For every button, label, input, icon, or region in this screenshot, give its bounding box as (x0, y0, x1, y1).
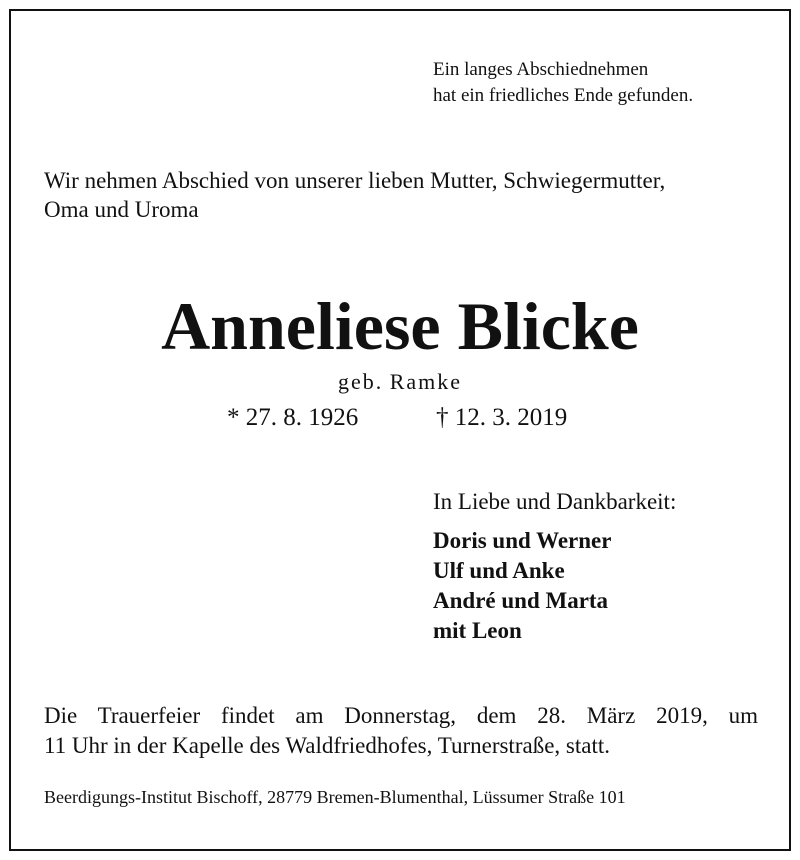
ceremony-line-2: 11 Uhr in der Kapelle des Waldfriedhofes, Turnerstraße, statt. (44, 733, 610, 758)
born-prefix: geb. (337, 369, 384, 394)
funeral-home: Beerdigungs-Institut Bischoff, 28779 Bremen-Blumenthal, Lüssumer Straße 101 (44, 787, 626, 807)
intro-line-1: Wir nehmen Abschied von unserer lieben Mutter, Schwiegermutter, (44, 168, 666, 193)
motto-line-2: hat ein friedliches Ende gefunden. (433, 85, 694, 106)
death-date: † 12. 3. 2019 (436, 404, 568, 431)
intro-line-2: Oma und Uroma (44, 197, 199, 222)
birth-date: * 27. 8. 1926 (227, 404, 359, 431)
mourner-name: André und Marta (433, 588, 609, 613)
motto-line-1: Ein langes Abschiednehmen (433, 59, 649, 80)
deceased-name: Anneliese Blicke (161, 288, 639, 364)
mourner-name: Doris und Werner (433, 528, 612, 553)
mourner-name: Ulf und Anke (433, 558, 565, 583)
mourners-heading: In Liebe und Dankbarkeit: (433, 489, 677, 514)
obituary-notice (9, 9, 791, 851)
birth-name: Ramke (389, 369, 463, 394)
mourner-name: mit Leon (433, 618, 522, 643)
ceremony-line-1: Die Trauerfeier findet am Donnerstag, dem 28. März 2019, um (44, 703, 758, 728)
maiden-name (11, 369, 789, 395)
